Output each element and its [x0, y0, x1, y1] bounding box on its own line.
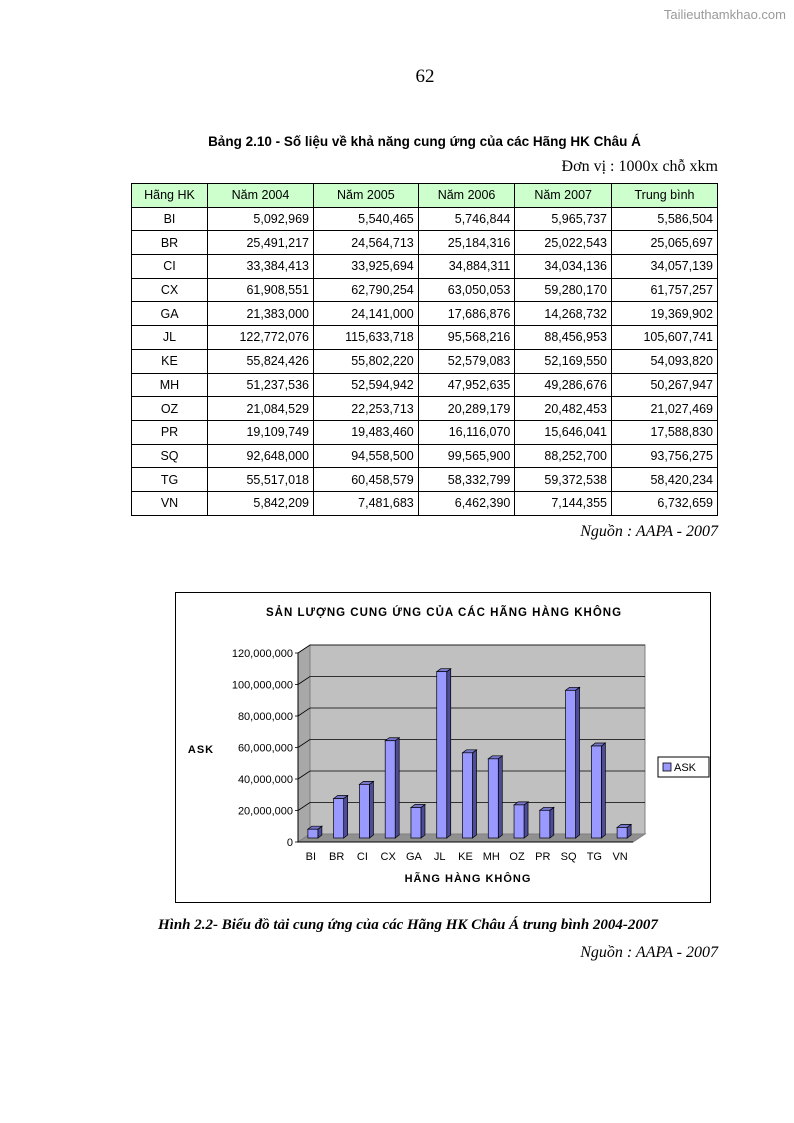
value-cell: 25,022,543 — [515, 231, 612, 255]
value-cell: 33,925,694 — [314, 255, 419, 279]
bar — [514, 802, 528, 838]
table-row — [132, 420, 718, 444]
table-row — [132, 326, 718, 350]
y-axis-label: ASK — [187, 744, 215, 756]
bar — [617, 824, 631, 838]
value-cell: 20,289,179 — [418, 397, 515, 421]
x-tick-label: CX — [380, 851, 396, 863]
value-cell: 47,952,635 — [418, 373, 515, 397]
bar-front — [334, 799, 344, 838]
value-cell: 14,268,732 — [515, 302, 612, 326]
x-tick-label: CI — [356, 851, 368, 863]
airline-code-cell: CI — [132, 255, 208, 279]
y-tick-label: 120,000,000 — [231, 648, 293, 660]
airline-code-cell: VN — [132, 491, 208, 515]
value-cell: 21,383,000 — [208, 302, 314, 326]
value-cell: 62,790,254 — [314, 278, 419, 302]
airline-code-cell: JL — [132, 326, 208, 350]
value-cell: 115,633,718 — [314, 326, 419, 350]
airline-code-cell: OZ — [132, 397, 208, 421]
value-cell: 16,116,070 — [418, 420, 515, 444]
x-tick-label: KE — [458, 851, 473, 863]
value-cell: 5,586,504 — [611, 207, 717, 231]
x-tick-label: SQ — [560, 851, 577, 863]
table-row — [132, 207, 718, 231]
value-cell: 105,607,741 — [611, 326, 717, 350]
x-axis-label: HÃNG HÀNG KHÔNG — [404, 873, 532, 885]
value-cell: 58,420,234 — [611, 468, 717, 492]
bar-side — [447, 669, 451, 838]
header-2007: Năm 2007 — [515, 184, 612, 208]
value-cell: 88,456,953 — [515, 326, 612, 350]
airline-code-cell: BR — [132, 231, 208, 255]
value-cell: 25,065,697 — [611, 231, 717, 255]
bar — [385, 738, 399, 838]
value-cell: 59,372,538 — [515, 468, 612, 492]
bar-front — [411, 807, 421, 838]
value-cell: 5,540,465 — [314, 207, 419, 231]
value-cell: 58,332,799 — [418, 468, 515, 492]
value-cell: 60,458,579 — [314, 468, 419, 492]
bar — [463, 750, 477, 838]
value-cell: 24,141,000 — [314, 302, 419, 326]
value-cell: 55,802,220 — [314, 349, 419, 373]
table-row — [132, 491, 718, 515]
bar — [359, 781, 373, 838]
airline-code-cell: SQ — [132, 444, 208, 468]
table-row — [132, 302, 718, 326]
figure-source: Nguồn : AAPA - 2007 — [580, 944, 718, 961]
y-tick-label: 20,000,000 — [237, 805, 293, 818]
x-tick-label: BR — [329, 851, 345, 863]
value-cell: 92,648,000 — [208, 444, 314, 468]
airline-code-cell: CX — [132, 278, 208, 302]
value-cell: 93,756,275 — [611, 444, 717, 468]
y-tick-label: 40,000,000 — [237, 774, 293, 786]
watermark: Tailieuthamkhao.com — [663, 7, 786, 22]
x-tick-label: JL — [433, 851, 446, 863]
supply-table — [131, 183, 718, 516]
value-cell: 122,772,076 — [208, 326, 314, 350]
value-cell: 5,842,209 — [208, 491, 314, 515]
value-cell: 19,369,902 — [611, 302, 717, 326]
bar-front — [308, 829, 318, 838]
x-tick-label: MH — [482, 851, 500, 863]
legend-swatch — [663, 763, 671, 771]
bar-front — [437, 672, 447, 838]
table-row — [132, 444, 718, 468]
value-cell: 25,491,217 — [208, 231, 314, 255]
value-cell: 51,237,536 — [208, 373, 314, 397]
y-tick-label: 60,000,000 — [237, 742, 293, 755]
airline-code-cell: PR — [132, 420, 208, 444]
value-cell: 6,462,390 — [418, 491, 515, 515]
value-cell: 99,565,900 — [418, 444, 515, 468]
bar-side — [601, 743, 605, 838]
value-cell: 6,732,659 — [611, 491, 717, 515]
table-row — [132, 255, 718, 279]
table-unit: Đơn vị : 1000x chỗ xkm — [561, 158, 718, 175]
figure-caption: Hình 2.2- Biểu đồ tải cung ứng của các Hãng HK Châu Á trung bình 2004-2007 — [158, 917, 658, 933]
table-row — [132, 349, 718, 373]
bar-side — [576, 687, 580, 838]
value-cell: 5,965,737 — [515, 207, 612, 231]
value-cell: 59,280,170 — [515, 278, 612, 302]
bar — [591, 743, 605, 838]
value-cell: 54,093,820 — [611, 349, 717, 373]
bar-side — [550, 807, 554, 838]
airline-code-cell: MH — [132, 373, 208, 397]
value-cell: 7,481,683 — [314, 491, 419, 515]
chart-title: SẢN LƯỢNG CUNG ỨNG CỦA CÁC HÃNG HÀNG KHÔNG — [265, 607, 623, 619]
table-source: Nguồn : AAPA - 2007 — [580, 523, 718, 540]
bar-front — [514, 805, 524, 838]
table-header-row — [132, 184, 718, 208]
value-cell: 63,050,053 — [418, 278, 515, 302]
bar-side — [524, 802, 528, 838]
y-tick-label: 0 — [286, 837, 293, 849]
bar — [308, 826, 322, 838]
y-tick-label: 100,000,000 — [231, 679, 293, 692]
header-2006: Năm 2006 — [418, 184, 515, 208]
bar-side — [473, 750, 477, 838]
bar-front — [540, 810, 550, 838]
airline-code-cell: TG — [132, 468, 208, 492]
bar-chart — [175, 592, 711, 903]
value-cell: 52,169,550 — [515, 349, 612, 373]
value-cell: 61,908,551 — [208, 278, 314, 302]
legend — [658, 757, 709, 777]
value-cell: 17,588,830 — [611, 420, 717, 444]
y-tick-label: 80,000,000 — [237, 711, 293, 723]
header-2004: Năm 2004 — [208, 184, 314, 208]
value-cell: 22,253,713 — [314, 397, 419, 421]
value-cell: 19,483,460 — [314, 420, 419, 444]
x-tick-label: TG — [586, 851, 602, 863]
header-average: Trung bình — [611, 184, 717, 208]
bar-front — [591, 746, 601, 838]
x-tick-label: GA — [406, 851, 422, 863]
bar — [540, 807, 554, 838]
table-title: Bảng 2.10 - Số liệu về khả năng cung ứng của các Hãng HK Châu Á — [208, 134, 641, 149]
header-2005: Năm 2005 — [314, 184, 419, 208]
page-number: 62 — [415, 66, 435, 87]
bar-side — [395, 738, 399, 838]
x-tick-label: PR — [535, 851, 551, 863]
bar — [488, 756, 502, 838]
bar-side — [498, 756, 502, 838]
value-cell: 52,594,942 — [314, 373, 419, 397]
value-cell: 5,092,969 — [208, 207, 314, 231]
bar — [411, 804, 425, 838]
value-cell: 95,568,216 — [418, 326, 515, 350]
value-cell: 33,384,413 — [208, 255, 314, 279]
bar — [566, 687, 580, 838]
legend-label: ASK — [674, 762, 697, 774]
bar-front — [617, 827, 627, 838]
value-cell: 20,482,453 — [515, 397, 612, 421]
bar — [437, 669, 451, 838]
value-cell: 50,267,947 — [611, 373, 717, 397]
bar-side — [369, 781, 373, 838]
value-cell: 7,144,355 — [515, 491, 612, 515]
table-row — [132, 373, 718, 397]
airline-code-cell: BI — [132, 207, 208, 231]
airline-code-cell: KE — [132, 349, 208, 373]
bar-front — [463, 753, 473, 838]
value-cell: 34,057,139 — [611, 255, 717, 279]
value-cell: 25,184,316 — [418, 231, 515, 255]
bar — [334, 796, 348, 838]
bar-front — [385, 741, 395, 838]
bar-side — [421, 804, 425, 838]
value-cell: 94,558,500 — [314, 444, 419, 468]
bar-side — [344, 796, 348, 838]
value-cell: 21,027,469 — [611, 397, 717, 421]
value-cell: 61,757,257 — [611, 278, 717, 302]
value-cell: 55,824,426 — [208, 349, 314, 373]
table-row — [132, 468, 718, 492]
value-cell: 19,109,749 — [208, 420, 314, 444]
x-tick-label: BI — [305, 851, 317, 863]
bar-front — [488, 759, 498, 838]
value-cell: 5,746,844 — [418, 207, 515, 231]
header-airline: Hãng HK — [132, 184, 208, 208]
value-cell: 24,564,713 — [314, 231, 419, 255]
value-cell: 88,252,700 — [515, 444, 612, 468]
value-cell: 49,286,676 — [515, 373, 612, 397]
chart-svg — [176, 593, 712, 904]
value-cell: 34,884,311 — [418, 255, 515, 279]
value-cell: 55,517,018 — [208, 468, 314, 492]
bar-front — [566, 690, 576, 838]
table-row — [132, 397, 718, 421]
value-cell: 17,686,876 — [418, 302, 515, 326]
airline-code-cell: GA — [132, 302, 208, 326]
x-tick-label: VN — [612, 851, 628, 863]
value-cell: 34,034,136 — [515, 255, 612, 279]
table-row — [132, 278, 718, 302]
value-cell: 52,579,083 — [418, 349, 515, 373]
value-cell: 15,646,041 — [515, 420, 612, 444]
bar-front — [359, 784, 369, 838]
value-cell: 21,084,529 — [208, 397, 314, 421]
table-row — [132, 231, 718, 255]
x-tick-label: OZ — [509, 851, 525, 863]
